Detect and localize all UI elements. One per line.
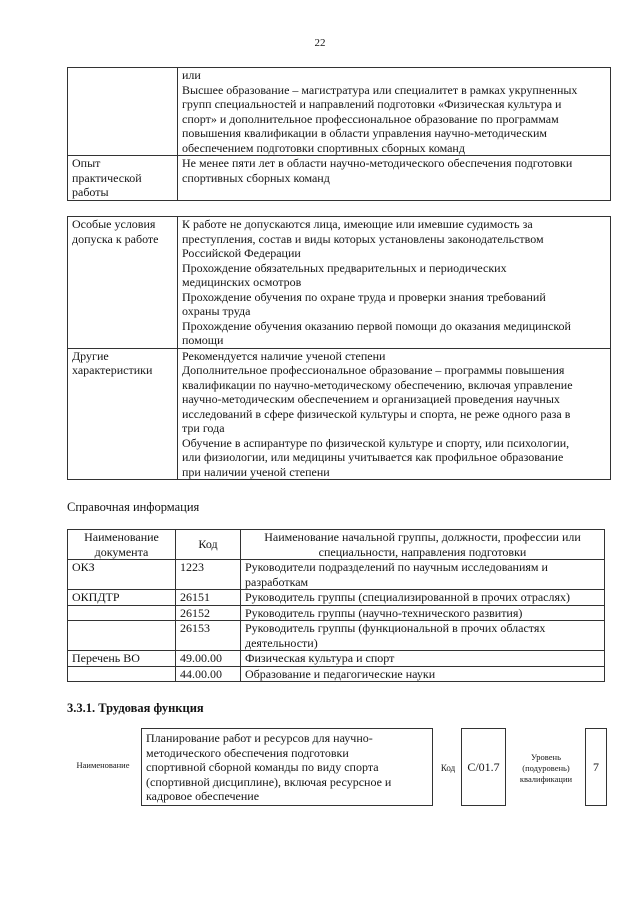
text-line: Планирование работ и ресурсов для научно- (146, 731, 373, 745)
function-code-label: Код (440, 763, 456, 773)
text-line: спортивных сборных команд (182, 170, 330, 185)
name-cell (241, 560, 605, 590)
reference-title: Справочная информация (67, 500, 200, 514)
table-row (68, 590, 605, 606)
label-line: Опыт (72, 156, 101, 170)
text-line: научно-методическим обеспечением и организацией проведения научных (182, 392, 560, 406)
function-heading: 3.3.1. Трудовая функция (67, 701, 204, 715)
table-row (68, 560, 605, 590)
text-line: Прохождение обучения оказанию первой помощи до оказания медицинской (182, 318, 571, 333)
row-label (68, 68, 178, 156)
reference-table (67, 529, 605, 682)
text-line: обеспечением подготовки спортивных сборных команд (182, 140, 465, 155)
header-line: Наименование (84, 530, 159, 544)
text-line: Не менее пяти лет в области научно-методического обеспечения подготовки (182, 156, 573, 170)
text-line: Прохождение обязательных предварительных и периодических (182, 260, 507, 275)
text-line: Дополнительное профессиональное образование – программы повышения (182, 363, 565, 377)
row-label (68, 156, 178, 201)
row-content (178, 156, 611, 201)
text-line: квалификации по научно-методическому обеспечению, включая управление (182, 377, 573, 392)
table-row (68, 651, 605, 667)
doc-cell (68, 621, 176, 651)
function-name-label: Наименование (76, 760, 130, 770)
table-row (68, 68, 611, 156)
text-line: Физическая культура и спорт (245, 651, 395, 665)
text-line: методического обеспечения подготовки (146, 745, 349, 760)
table-row (68, 666, 605, 682)
text-line: Обучение в аспирантуре по физической культуре и спорту, или психологии, (182, 435, 570, 450)
name-cell (241, 605, 605, 621)
table-row (68, 621, 605, 651)
label-line: практической (72, 170, 142, 185)
table-row (68, 217, 611, 349)
row-content (178, 68, 611, 156)
text-line: медицинских осмотров (182, 275, 302, 289)
label-line: работы (72, 185, 109, 199)
row-content (178, 217, 611, 349)
doc-cell (68, 605, 176, 621)
doc-cell: Перечень ВО (68, 651, 176, 667)
table-row (68, 156, 611, 201)
label-line: Другие (72, 348, 109, 363)
conditions-table (67, 216, 611, 480)
code-cell: 26152 (176, 605, 241, 621)
text-line: три года (182, 421, 225, 435)
code-cell: 1223 (176, 560, 241, 590)
header-line: специальности, направления подготовки (318, 544, 527, 559)
doc-cell: ОКПДТР (68, 590, 176, 606)
doc-cell (68, 666, 176, 682)
text-line: групп специальностей и направлений подготовки «Физическая культура и (182, 97, 562, 111)
text-line: или (182, 68, 201, 82)
label-line: допуска к работе (72, 231, 159, 246)
text-line: Российской Федерации (182, 246, 301, 260)
header-row (68, 530, 605, 560)
text-line: или физиологии, или медицины учитывается как профильное образование (182, 450, 564, 464)
name-cell (241, 590, 605, 606)
header-line: Наименование начальной группы, должности, профессии или (264, 530, 581, 544)
name-cell (241, 621, 605, 651)
text-line: Руководитель группы (научно-технического развития) (245, 605, 523, 620)
label-line: Уровень (531, 752, 561, 762)
text-line: преступления, состав и виды которых установлены законодательством (182, 231, 544, 246)
code-cell: 26151 (176, 590, 241, 606)
doc-cell: ОКЗ (68, 560, 176, 590)
text-line: Рекомендуется наличие ученой степени (182, 348, 386, 363)
table-row (68, 605, 605, 621)
text-line: (спортивной дисциплине), включая ресурсное и (146, 774, 392, 789)
header-line: документа (94, 544, 149, 559)
label-line: характеристики (72, 363, 153, 377)
column-header-name (241, 530, 605, 560)
text-line: спортивной сборной команды по виду спорта (146, 760, 379, 774)
text-line: К работе не допускаются лица, имеющие или имевшие судимость за (182, 217, 533, 231)
function-name-box (141, 728, 433, 806)
code-cell: 26153 (176, 621, 241, 651)
page-number: 22 (314, 37, 326, 49)
code-cell: 44.00.00 (176, 666, 241, 682)
text-line: Прохождение обучения по охране труда и проверки знания требований (182, 289, 546, 304)
text-line: охраны труда (182, 304, 251, 318)
code-cell: 49.00.00 (176, 651, 241, 667)
text-line: при наличии ученой степени (182, 464, 330, 479)
text-line: Руководитель группы (специализированной в прочих отраслях) (245, 590, 571, 604)
label-line: квалификации (519, 774, 573, 784)
row-label (68, 348, 178, 480)
text-line: Руководители подразделений по научным исследованиям и (245, 560, 548, 574)
text-line: деятельности) (245, 635, 318, 650)
text-line: разработкам (245, 574, 309, 589)
label-line: Особые условия (72, 217, 156, 231)
qualification-level-label (508, 752, 584, 785)
text-line: Высшее образование – магистратура или специалитет в рамках укрупненных (182, 82, 578, 97)
text-line: спорт» и дополнительное профессиональное образование по программам (182, 111, 559, 126)
column-header-code: Код (176, 530, 241, 560)
text-line: Руководитель группы (функциональной в прочих областях (245, 621, 546, 635)
text-line: исследований в сфере физической культуры и спорта, не реже одного раза в (182, 406, 571, 421)
column-header-doc (68, 530, 176, 560)
qualification-table (67, 67, 611, 201)
name-cell (241, 666, 605, 682)
text-line: помощи (182, 333, 224, 347)
table-row (68, 348, 611, 480)
row-label (68, 217, 178, 349)
text-line: повышения квалификации в области управления научно-методическим (182, 126, 548, 140)
label-line: (подуровень) (522, 763, 570, 773)
qualification-level-box: 7 (585, 728, 607, 806)
text-line: кадровое обеспечение (146, 789, 260, 803)
row-content (178, 348, 611, 480)
name-cell (241, 651, 605, 667)
text-line: Образование и педагогические науки (245, 666, 436, 681)
function-code-box: C/01.7 (461, 728, 506, 806)
